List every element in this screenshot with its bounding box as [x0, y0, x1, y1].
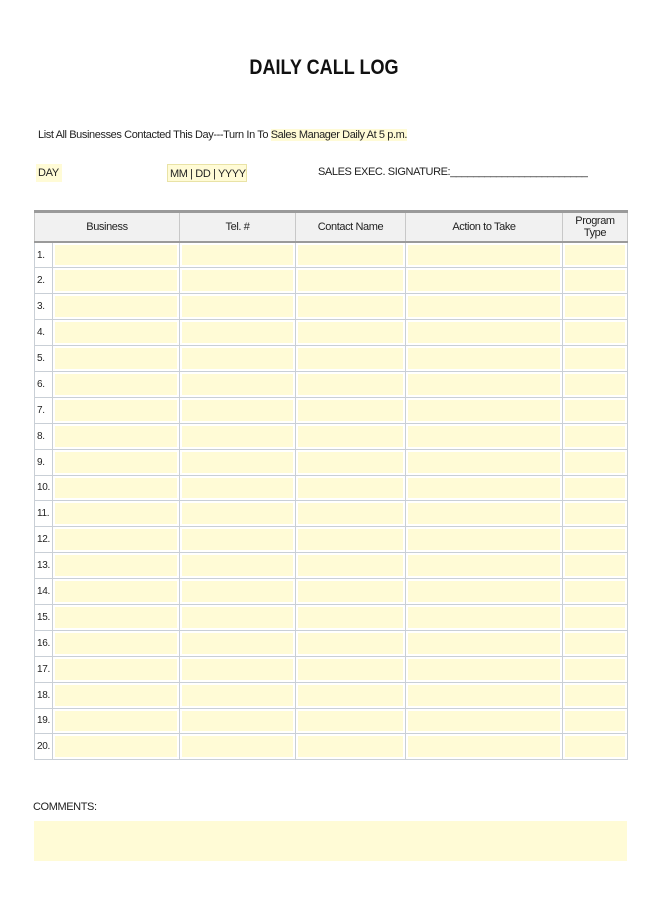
- business-cell[interactable]: [53, 397, 180, 423]
- program-type-cell[interactable]: [563, 346, 628, 372]
- contact-name-cell[interactable]: [296, 268, 406, 294]
- input-fill: [298, 659, 403, 680]
- row-number: 3.: [35, 294, 53, 320]
- business-cell[interactable]: [53, 604, 180, 630]
- table-row: [35, 708, 628, 734]
- input-fill: [565, 736, 625, 757]
- input-fill: [408, 685, 560, 706]
- contact-name-cell[interactable]: [296, 656, 406, 682]
- program-type-cell[interactable]: [563, 656, 628, 682]
- input-fill: [408, 374, 560, 395]
- input-fill: [408, 426, 560, 447]
- input-fill: [182, 659, 293, 680]
- input-fill: [182, 245, 293, 265]
- table-header-row: [35, 212, 628, 243]
- business-cell[interactable]: [53, 449, 180, 475]
- table-row: [35, 320, 628, 346]
- input-fill: [55, 296, 177, 317]
- input-fill: [565, 296, 625, 317]
- program-type-cell[interactable]: [563, 553, 628, 579]
- program-type-cell[interactable]: [563, 371, 628, 397]
- table-row: [35, 242, 628, 268]
- table-row: [35, 604, 628, 630]
- day-label: DAY: [36, 164, 62, 182]
- program-type-cell[interactable]: [563, 734, 628, 760]
- input-fill: [298, 685, 403, 706]
- input-fill: [55, 736, 177, 757]
- input-fill: [182, 607, 293, 628]
- table-body: [35, 242, 628, 760]
- program-type-cell[interactable]: [563, 268, 628, 294]
- contact-name-cell[interactable]: [296, 320, 406, 346]
- program-type-cell[interactable]: [563, 579, 628, 605]
- business-cell[interactable]: [53, 294, 180, 320]
- input-fill: [182, 581, 293, 602]
- action-to-take-cell[interactable]: [406, 656, 563, 682]
- input-fill: [55, 685, 177, 706]
- action-to-take-cell[interactable]: [406, 527, 563, 553]
- input-fill: [408, 478, 560, 499]
- contact-name-cell[interactable]: [296, 294, 406, 320]
- business-cell[interactable]: [53, 475, 180, 501]
- column-header-business: Business: [35, 212, 180, 243]
- tel-cell[interactable]: [180, 268, 296, 294]
- contact-name-cell[interactable]: [296, 604, 406, 630]
- input-fill: [298, 711, 403, 732]
- input-fill: [565, 400, 625, 421]
- contact-name-cell[interactable]: [296, 553, 406, 579]
- contact-name-cell[interactable]: [296, 579, 406, 605]
- input-fill: [182, 400, 293, 421]
- business-cell[interactable]: [53, 553, 180, 579]
- tel-cell[interactable]: [180, 320, 296, 346]
- input-fill: [408, 607, 560, 628]
- input-fill: [408, 581, 560, 602]
- action-to-take-cell[interactable]: [406, 708, 563, 734]
- input-fill: [298, 555, 403, 576]
- input-fill: [55, 478, 177, 499]
- input-fill: [565, 270, 625, 291]
- input-fill: [298, 400, 403, 421]
- tel-cell[interactable]: [180, 734, 296, 760]
- input-fill: [298, 322, 403, 343]
- row-number: 15.: [35, 604, 53, 630]
- program-type-cell[interactable]: [563, 501, 628, 527]
- input-fill: [55, 711, 177, 732]
- input-fill: [565, 374, 625, 395]
- tel-cell[interactable]: [180, 656, 296, 682]
- business-cell[interactable]: [53, 630, 180, 656]
- input-fill: [298, 529, 403, 550]
- business-cell[interactable]: [53, 708, 180, 734]
- input-fill: [182, 503, 293, 524]
- input-fill: [565, 529, 625, 550]
- contact-name-cell[interactable]: [296, 346, 406, 372]
- contact-name-cell[interactable]: [296, 501, 406, 527]
- business-cell[interactable]: [53, 501, 180, 527]
- input-fill: [298, 348, 403, 369]
- row-number: 8.: [35, 423, 53, 449]
- action-to-take-cell[interactable]: [406, 371, 563, 397]
- tel-cell[interactable]: [180, 579, 296, 605]
- input-fill: [182, 270, 293, 291]
- input-fill: [565, 503, 625, 524]
- input-fill: [182, 374, 293, 395]
- row-number: 14.: [35, 579, 53, 605]
- input-fill: [565, 348, 625, 369]
- input-fill: [565, 685, 625, 706]
- input-fill: [408, 270, 560, 291]
- table-row: [35, 397, 628, 423]
- input-fill: [182, 685, 293, 706]
- row-number: 20.: [35, 734, 53, 760]
- signature: [318, 166, 587, 178]
- table-row: [35, 423, 628, 449]
- input-fill: [565, 245, 625, 265]
- program-type-cell[interactable]: [563, 423, 628, 449]
- contact-name-cell[interactable]: [296, 682, 406, 708]
- business-cell[interactable]: [53, 579, 180, 605]
- table-row: [35, 527, 628, 553]
- tel-cell[interactable]: [180, 682, 296, 708]
- contact-name-cell[interactable]: [296, 242, 406, 268]
- row-number: 5.: [35, 346, 53, 372]
- column-header-contact-name: Contact Name: [296, 212, 406, 243]
- row-number: 12.: [35, 527, 53, 553]
- input-fill: [182, 736, 293, 757]
- input-fill: [298, 245, 403, 265]
- input-fill: [408, 503, 560, 524]
- input-fill: [55, 503, 177, 524]
- program-type-cell[interactable]: [563, 294, 628, 320]
- table-row: [35, 501, 628, 527]
- column-header-tel: Tel. #: [180, 212, 296, 243]
- column-header-action-to-take: Action to Take: [406, 212, 563, 243]
- action-to-take-cell[interactable]: [406, 294, 563, 320]
- tel-cell[interactable]: [180, 501, 296, 527]
- input-fill: [55, 555, 177, 576]
- input-fill: [408, 245, 560, 265]
- tel-cell[interactable]: [180, 423, 296, 449]
- input-fill: [408, 736, 560, 757]
- input-fill: [182, 452, 293, 473]
- tel-cell[interactable]: [180, 449, 296, 475]
- action-to-take-cell[interactable]: [406, 397, 563, 423]
- input-fill: [565, 478, 625, 499]
- comments-field[interactable]: [34, 821, 627, 861]
- page-title: DAILY CALL LOG: [249, 56, 399, 79]
- business-cell[interactable]: [53, 682, 180, 708]
- row-number: 9.: [35, 449, 53, 475]
- action-to-take-cell[interactable]: [406, 501, 563, 527]
- input-fill: [55, 633, 177, 654]
- program-type-cell[interactable]: [563, 527, 628, 553]
- table-row: [35, 268, 628, 294]
- contact-name-cell[interactable]: [296, 475, 406, 501]
- contact-name-cell[interactable]: [296, 708, 406, 734]
- contact-name-cell[interactable]: [296, 630, 406, 656]
- business-cell[interactable]: [53, 268, 180, 294]
- signature-line[interactable]: ________________________: [450, 166, 588, 178]
- input-fill: [298, 426, 403, 447]
- input-fill: [565, 633, 625, 654]
- input-fill: [408, 400, 560, 421]
- input-fill: [408, 633, 560, 654]
- table-row: [35, 449, 628, 475]
- date-field[interactable]: MM | DD | YYYY: [167, 164, 247, 182]
- input-fill: [298, 633, 403, 654]
- contact-name-cell[interactable]: [296, 527, 406, 553]
- action-to-take-cell[interactable]: [406, 734, 563, 760]
- tel-cell[interactable]: [180, 294, 296, 320]
- row-number: 6.: [35, 371, 53, 397]
- input-fill: [55, 529, 177, 550]
- input-fill: [182, 555, 293, 576]
- input-fill: [565, 659, 625, 680]
- program-type-cell[interactable]: [563, 320, 628, 346]
- input-fill: [298, 581, 403, 602]
- program-type-cell[interactable]: [563, 708, 628, 734]
- action-to-take-cell[interactable]: [406, 268, 563, 294]
- table-row: [35, 656, 628, 682]
- action-to-take-cell[interactable]: [406, 630, 563, 656]
- row-number: 2.: [35, 268, 53, 294]
- input-fill: [55, 426, 177, 447]
- input-fill: [298, 270, 403, 291]
- program-type-cell[interactable]: [563, 604, 628, 630]
- input-fill: [182, 711, 293, 732]
- row-number: 1.: [35, 242, 53, 268]
- contact-name-cell[interactable]: [296, 449, 406, 475]
- row-number: 4.: [35, 320, 53, 346]
- row-number: 11.: [35, 501, 53, 527]
- row-number: 13.: [35, 553, 53, 579]
- contact-name-cell[interactable]: [296, 734, 406, 760]
- row-number: 10.: [35, 475, 53, 501]
- business-cell[interactable]: [53, 423, 180, 449]
- table-row: [35, 734, 628, 760]
- input-fill: [55, 659, 177, 680]
- tel-cell[interactable]: [180, 242, 296, 268]
- tel-cell[interactable]: [180, 630, 296, 656]
- input-fill: [55, 245, 177, 265]
- input-fill: [408, 452, 560, 473]
- business-cell[interactable]: [53, 242, 180, 268]
- input-fill: [182, 426, 293, 447]
- action-to-take-cell[interactable]: [406, 682, 563, 708]
- tel-cell[interactable]: [180, 604, 296, 630]
- input-fill: [408, 296, 560, 317]
- business-cell[interactable]: [53, 656, 180, 682]
- input-fill: [408, 529, 560, 550]
- input-fill: [408, 322, 560, 343]
- input-fill: [182, 529, 293, 550]
- table-row: [35, 346, 628, 372]
- input-fill: [565, 322, 625, 343]
- instructions-highlight: Sales Manager Daily At 5 p.m.: [270, 129, 408, 141]
- input-fill: [55, 374, 177, 395]
- row-number: 19.: [35, 708, 53, 734]
- action-to-take-cell[interactable]: [406, 346, 563, 372]
- tel-cell[interactable]: [180, 527, 296, 553]
- input-fill: [182, 348, 293, 369]
- input-fill: [298, 503, 403, 524]
- input-fill: [408, 555, 560, 576]
- program-type-cell[interactable]: [563, 630, 628, 656]
- input-fill: [408, 659, 560, 680]
- table-row: [35, 553, 628, 579]
- call-log-table: [34, 210, 628, 760]
- input-fill: [55, 270, 177, 291]
- action-to-take-cell[interactable]: [406, 553, 563, 579]
- contact-name-cell[interactable]: [296, 371, 406, 397]
- program-type-cell[interactable]: [563, 475, 628, 501]
- input-fill: [55, 322, 177, 343]
- business-cell[interactable]: [53, 371, 180, 397]
- column-header-program-type: Program Type: [563, 212, 628, 243]
- input-fill: [565, 452, 625, 473]
- tel-cell[interactable]: [180, 346, 296, 372]
- action-to-take-cell[interactable]: [406, 604, 563, 630]
- input-fill: [298, 452, 403, 473]
- input-fill: [182, 322, 293, 343]
- table-row: [35, 294, 628, 320]
- input-fill: [298, 296, 403, 317]
- action-to-take-cell[interactable]: [406, 320, 563, 346]
- program-type-cell[interactable]: [563, 397, 628, 423]
- program-type-cell[interactable]: [563, 449, 628, 475]
- input-fill: [565, 555, 625, 576]
- instructions: [38, 129, 407, 141]
- tel-cell[interactable]: [180, 371, 296, 397]
- business-cell[interactable]: [53, 320, 180, 346]
- business-cell[interactable]: [53, 346, 180, 372]
- input-fill: [298, 374, 403, 395]
- action-to-take-cell[interactable]: [406, 423, 563, 449]
- input-fill: [565, 581, 625, 602]
- input-fill: [565, 607, 625, 628]
- action-to-take-cell[interactable]: [406, 449, 563, 475]
- input-fill: [55, 452, 177, 473]
- action-to-take-cell[interactable]: [406, 579, 563, 605]
- action-to-take-cell[interactable]: [406, 242, 563, 268]
- row-number: 18.: [35, 682, 53, 708]
- action-to-take-cell[interactable]: [406, 475, 563, 501]
- input-fill: [182, 478, 293, 499]
- instructions-text: List All Businesses Contacted This Day---Turn In To: [38, 129, 271, 141]
- tel-cell[interactable]: [180, 475, 296, 501]
- input-fill: [298, 736, 403, 757]
- row-number: 17.: [35, 656, 53, 682]
- program-type-cell[interactable]: [563, 682, 628, 708]
- tel-cell[interactable]: [180, 553, 296, 579]
- table-row: [35, 682, 628, 708]
- table-row: [35, 579, 628, 605]
- input-fill: [565, 426, 625, 447]
- table-row: [35, 475, 628, 501]
- input-fill: [408, 348, 560, 369]
- tel-cell[interactable]: [180, 397, 296, 423]
- input-fill: [55, 400, 177, 421]
- input-fill: [298, 478, 403, 499]
- comments-label: COMMENTS:: [33, 801, 97, 813]
- input-fill: [55, 607, 177, 628]
- input-fill: [55, 348, 177, 369]
- business-cell[interactable]: [53, 734, 180, 760]
- table-row: [35, 371, 628, 397]
- input-fill: [565, 711, 625, 732]
- row-number: 16.: [35, 630, 53, 656]
- input-fill: [55, 581, 177, 602]
- input-fill: [182, 296, 293, 317]
- tel-cell[interactable]: [180, 708, 296, 734]
- contact-name-cell[interactable]: [296, 397, 406, 423]
- table-row: [35, 630, 628, 656]
- signature-label: SALES EXEC. SIGNATURE:: [318, 166, 451, 178]
- program-type-cell[interactable]: [563, 242, 628, 268]
- input-fill: [298, 607, 403, 628]
- contact-name-cell[interactable]: [296, 423, 406, 449]
- business-cell[interactable]: [53, 527, 180, 553]
- input-fill: [408, 711, 560, 732]
- row-number: 7.: [35, 397, 53, 423]
- input-fill: [182, 633, 293, 654]
